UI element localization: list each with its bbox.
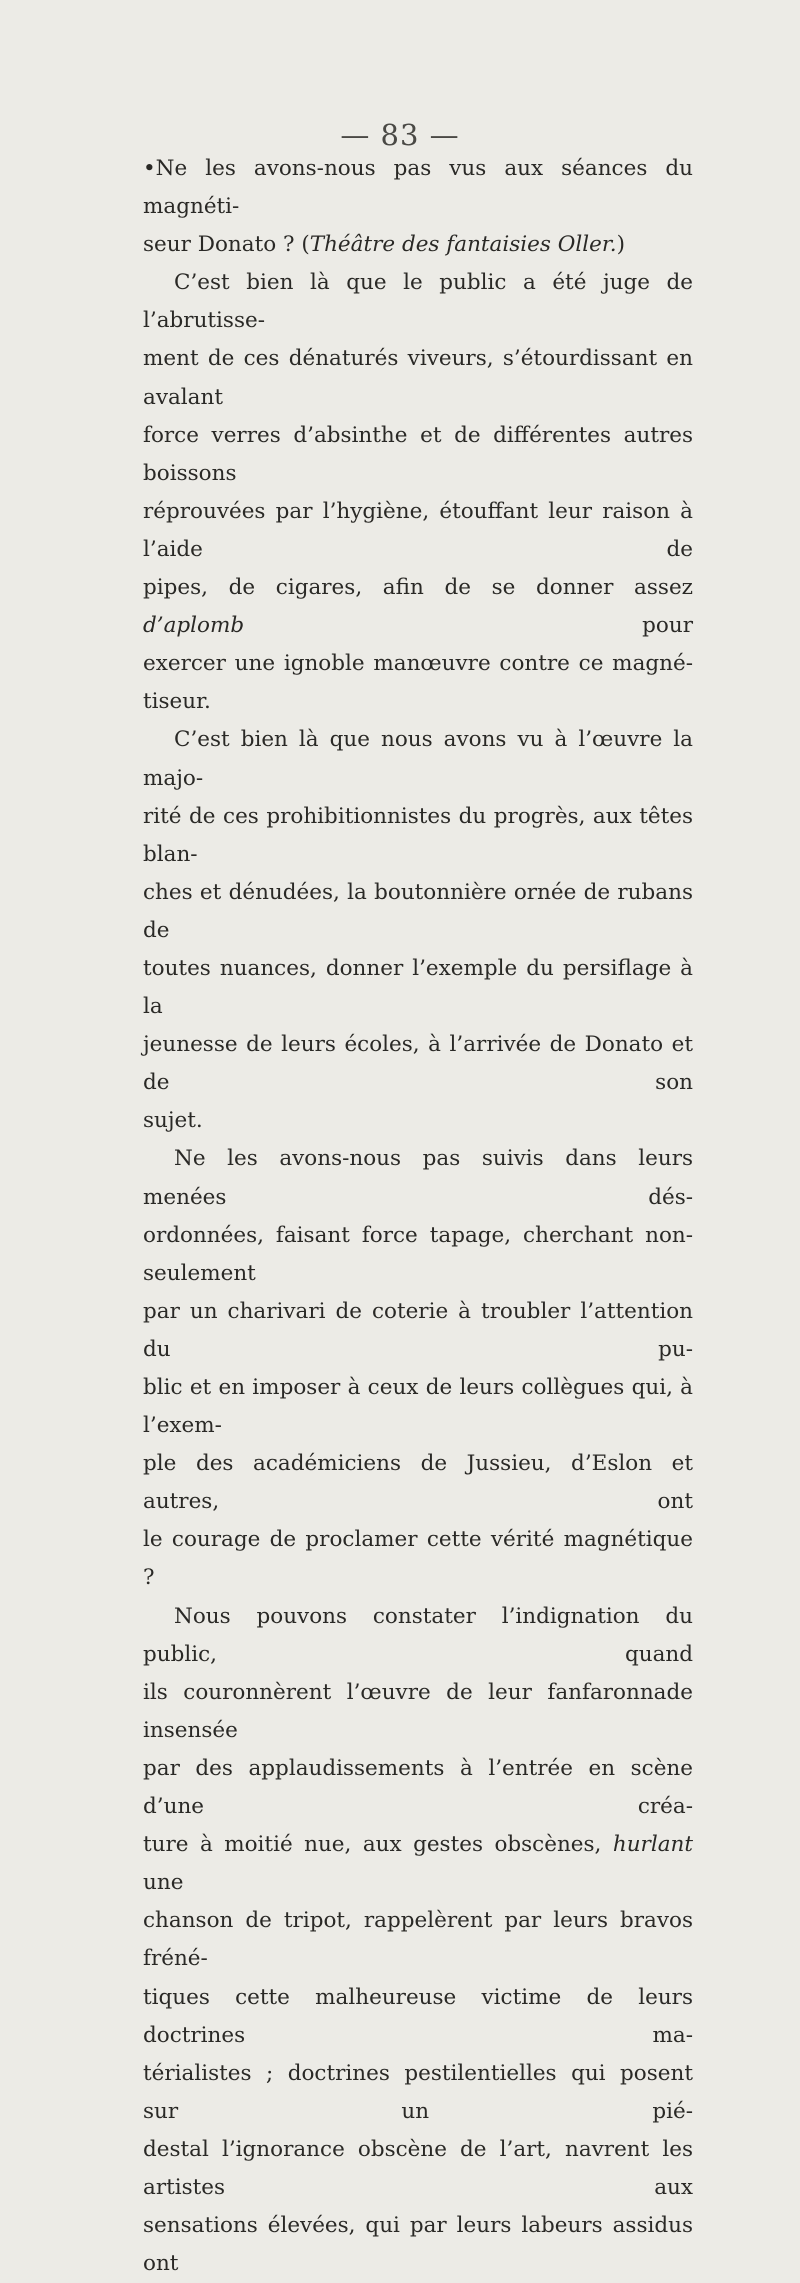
text-line: ordonnées, faisant force tapage, cherchant non-seulement bbox=[143, 1222, 693, 1286]
text-line: Ne les avons-nous pas suivis dans leurs menées dés- bbox=[143, 1146, 693, 1210]
text-line: ches et dénudées, la boutonnière ornée de rubans de bbox=[143, 879, 693, 943]
page-number: — 83 — bbox=[340, 118, 460, 152]
paragraph-5 bbox=[143, 1598, 693, 2283]
text-line: C’est bien là que le public a été juge de l’abrutisse- bbox=[143, 270, 693, 334]
text-line-with-italic bbox=[143, 226, 693, 264]
text-line: destal l’ignorance obscène de l’art, navrent les artistes aux bbox=[143, 2136, 693, 2200]
text-line: exercer une ignoble manœuvre contre ce magné- bbox=[143, 651, 693, 677]
text-line-part: pour bbox=[244, 613, 693, 639]
text-line: ple des académiciens de Jussieu, d’Eslon et autres, ont bbox=[143, 1451, 693, 1515]
italic-text: Théâtre des fantaisies Oller. bbox=[309, 232, 617, 258]
paragraph-2 bbox=[143, 264, 693, 721]
paragraph-3 bbox=[143, 721, 693, 1140]
paragraph-1 bbox=[143, 150, 693, 264]
text-line: térialistes ; doctrines pestilentielles qui posent sur un pié- bbox=[143, 2060, 693, 2124]
text-line: tiques cette malheureuse victime de leurs doctrines ma- bbox=[143, 1984, 693, 2048]
text-line-with-italic bbox=[143, 1826, 693, 1902]
text-line: toutes nuances, donner l’exemple du persiflage à la bbox=[143, 955, 693, 1020]
text-line-part: pipes, de cigares, afin de se donner assez bbox=[143, 575, 693, 601]
text-line-part: ) bbox=[616, 232, 625, 258]
text-line: blic et en imposer à ceux de leurs collègues qui, à l’exem- bbox=[143, 1375, 693, 1439]
text-line-part: ture à moitié nue, aux gestes obscènes, bbox=[143, 1832, 613, 1858]
text-line: sujet. bbox=[143, 1108, 203, 1134]
text-line: réprouvées par l’hygiène, étouffant leur raison à l’aide de bbox=[143, 498, 693, 562]
text-line: Nous pouvons constater l’indignation du public, quand bbox=[143, 1603, 693, 1667]
text-line: force verres d’absinthe et de différentes autres boissons bbox=[143, 422, 693, 486]
text-line: par des applaudissements à l’entrée en scène d’une créa- bbox=[143, 1755, 693, 1820]
text-line: rité de ces prohibitionnistes du progrès, aux têtes blan- bbox=[143, 803, 693, 867]
text-line-part: seur Donato ? ( bbox=[143, 232, 310, 258]
text-line: par un charivari de coterie à troubler l’attention du pu- bbox=[143, 1298, 693, 1362]
text-line: tiseur. bbox=[143, 689, 211, 715]
text-line: ils couronnèrent l’œuvre de leur fanfaronnade insensée bbox=[143, 1679, 693, 1743]
text-line-part: une bbox=[143, 1870, 184, 1896]
text-line: chanson de tripot, rappelèrent par leurs bravos fréné- bbox=[143, 1908, 693, 1972]
text-line-with-italic bbox=[143, 569, 693, 645]
text-line: •Ne les avons-nous pas vus aux séances du magnéti- bbox=[143, 156, 693, 220]
text-line: C’est bien là que nous avons vu à l’œuvre la majo- bbox=[143, 727, 693, 791]
italic-text: d’aplomb bbox=[143, 613, 245, 639]
paragraph-4 bbox=[143, 1140, 693, 1597]
text-line: ment de ces dénaturés viveurs, s’étourdissant en avalant bbox=[143, 346, 693, 410]
body-text bbox=[143, 150, 693, 2283]
text-line: jeunesse de leurs écoles, à l’arrivée de Donato et de son bbox=[143, 1032, 693, 1096]
text-line: sensations élevées, qui par leurs labeurs assidus ont bbox=[143, 2213, 693, 2277]
text-line: le courage de proclamer cette vérité magnétique ? bbox=[143, 1527, 693, 1591]
italic-text: hurlant bbox=[612, 1832, 693, 1858]
